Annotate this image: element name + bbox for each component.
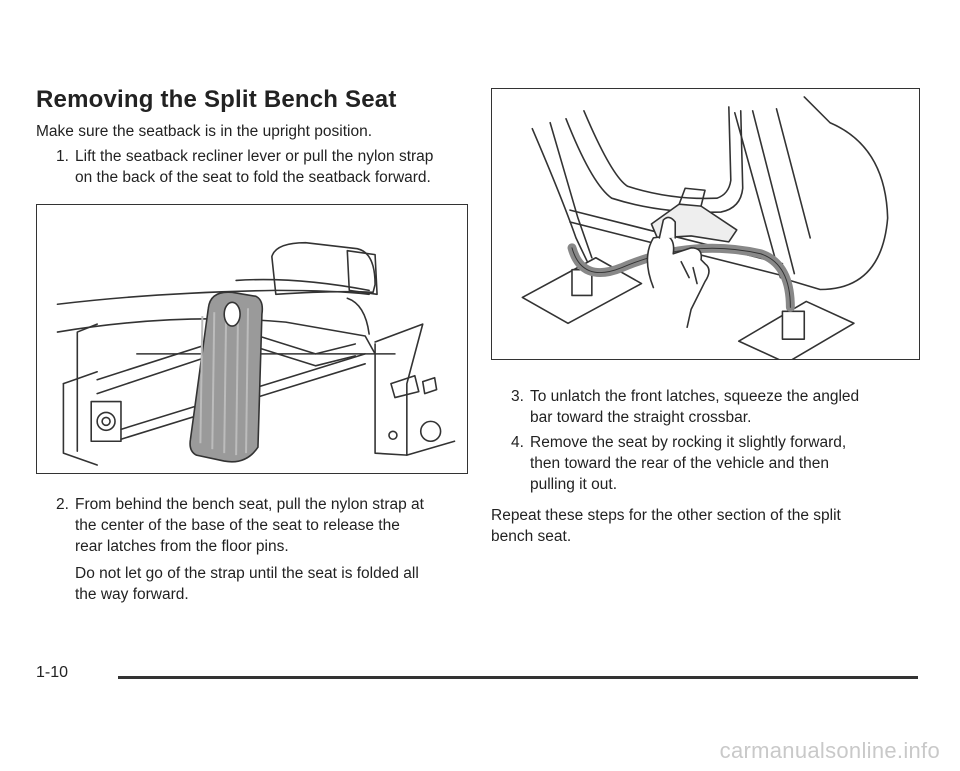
closing-line-1: Repeat these steps for the other section of the split	[491, 507, 841, 524]
closing-text	[491, 505, 841, 547]
intro-text: Make sure the seatback is in the upright position.	[36, 123, 373, 140]
closing-line-2: bench seat.	[491, 528, 572, 545]
seatback-strap-illustration	[37, 205, 467, 473]
step-1-text	[75, 146, 433, 188]
step-3-number: 3.	[511, 388, 524, 405]
step-1-line-2: on the back of the seat to fold the seatback forward.	[75, 169, 431, 186]
step-3-line-1: To unlatch the front latches, squeeze the angled	[530, 388, 860, 405]
step-4-number: 4.	[511, 434, 524, 451]
step-2-note	[75, 563, 419, 605]
step-4-line-3: pulling it out.	[530, 476, 618, 493]
step-1-number: 1.	[56, 148, 69, 165]
step-2-note-line-2: the way forward.	[75, 586, 189, 603]
page-title: Removing the Split Bench Seat	[36, 86, 397, 113]
step-2-line-1: From behind the bench seat, pull the nylon strap at	[75, 496, 424, 513]
page-number: 1-10	[36, 664, 69, 681]
step-3	[511, 386, 931, 430]
step-2-line-2: the center of the base of the seat to release the	[75, 517, 400, 534]
step-1-line-1: Lift the seatback recliner lever or pull the nylon strap	[75, 148, 434, 165]
step-4	[511, 432, 931, 498]
footer-rule	[118, 676, 918, 679]
step-2-line-3: rear latches from the floor pins.	[75, 538, 289, 555]
step-2	[56, 494, 476, 560]
step-4-line-2: then toward the rear of the vehicle and then	[530, 455, 830, 472]
front-latches-illustration	[492, 89, 919, 359]
step-4-text	[530, 432, 846, 495]
step-3-text	[530, 386, 859, 428]
figure-front-latches	[491, 88, 920, 360]
step-1	[56, 146, 476, 190]
step-2-number: 2.	[56, 496, 69, 513]
step-4-line-1: Remove the seat by rocking it slightly forward,	[530, 434, 847, 451]
step-2-note-line-1: Do not let go of the strap until the seat is folded all	[75, 565, 419, 582]
figure-seatback-strap	[36, 204, 468, 474]
step-3-line-2: bar toward the straight crossbar.	[530, 409, 752, 426]
nylon-strap-icon	[190, 292, 262, 462]
step-2-text	[75, 494, 424, 557]
watermark-text: carmanualsonline.info	[719, 738, 940, 763]
